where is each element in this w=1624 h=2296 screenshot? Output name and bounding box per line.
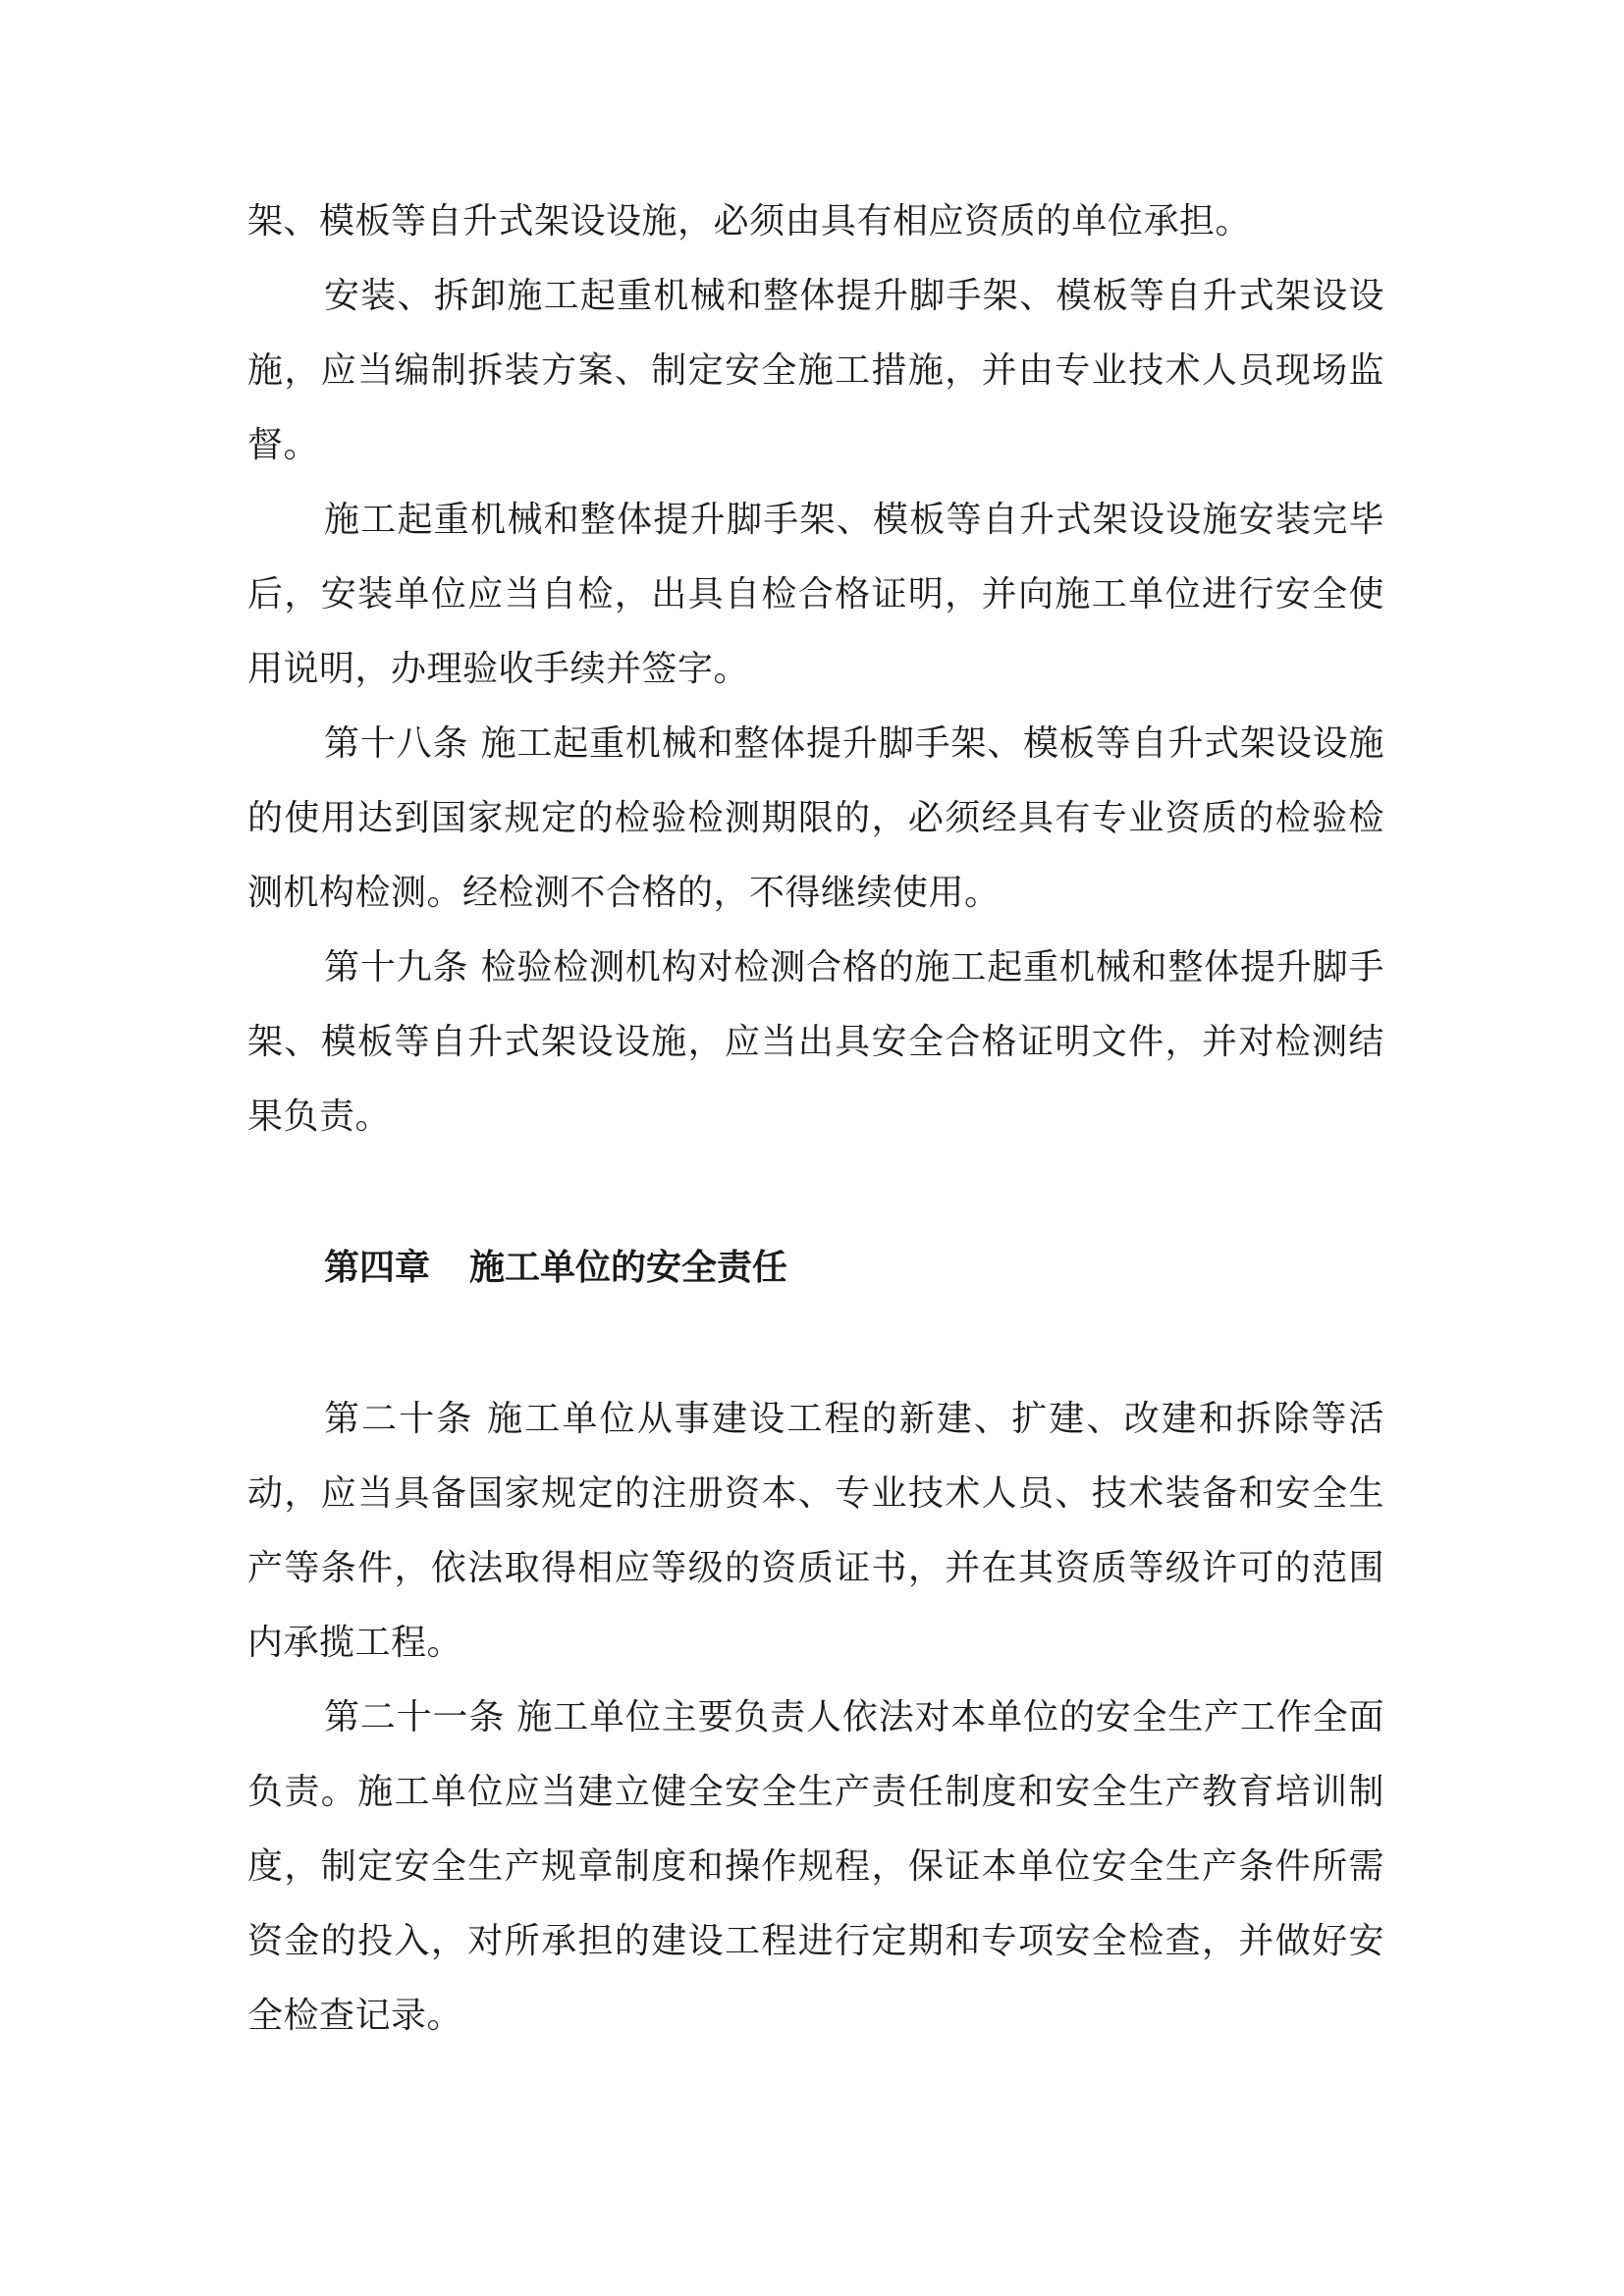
chapter-number: 第四章 (324, 1248, 431, 1288)
chapter-title: 施工单位的安全责任 (469, 1248, 788, 1288)
document-page (247, 185, 1384, 2054)
spacer (247, 1306, 1384, 1382)
paragraph-continuation: 架、模板等自升式架设设施，必须由具有相应资质的单位承担。 (247, 201, 1252, 241)
paragraph-self-inspection: 施工起重机械和整体提升脚手架、模板等自升式架设设施安装完毕后，安装单位应当自检，出具自检合格证明，并向施工单位进行安全使用说明，办理验收手续并签字。 (247, 500, 1384, 689)
paragraph-article-20: 第二十条 施工单位从事建设工程的新建、扩建、改建和拆除等活动，应当具备国家规定的注册资本、专业技术人员、技术装备和安全生产等条件，依法取得相应等级的资质证书，并在其资质等级许可的范围内承揽工程。 (247, 1399, 1384, 1663)
paragraph-installation: 安装、拆卸施工起重机械和整体提升脚手架、模板等自升式架设设施，应当编制拆装方案、制定安全施工措施，并由专业技术人员现场监督。 (247, 276, 1384, 465)
paragraph-article-18: 第十八条 施工起重机械和整体提升脚手架、模板等自升式架设设施的使用达到国家规定的检验检测期限的，必须经具有专业资质的检验检测机构检测。经检测不合格的，不得继续使用。 (247, 723, 1384, 913)
spacer (247, 1154, 1384, 1231)
chapter-heading (247, 1231, 1384, 1306)
paragraph-article-19: 第十九条 检验检测机构对检测合格的施工起重机械和整体提升脚手架、模板等自升式架设设施，应当出具安全合格证明文件，并对检测结果负责。 (247, 947, 1384, 1137)
paragraph-article-21: 第二十一条 施工单位主要负责人依法对本单位的安全生产工作全面负责。施工单位应当建立健全安全生产责任制度和安全生产教育培训制度，制定安全生产规章制度和操作规程，保证本单位安全生产条件所需资金的投入，对所承担的建设工程进行定期和专项安全检查，并做好安全检查记录。 (247, 1697, 1384, 2036)
